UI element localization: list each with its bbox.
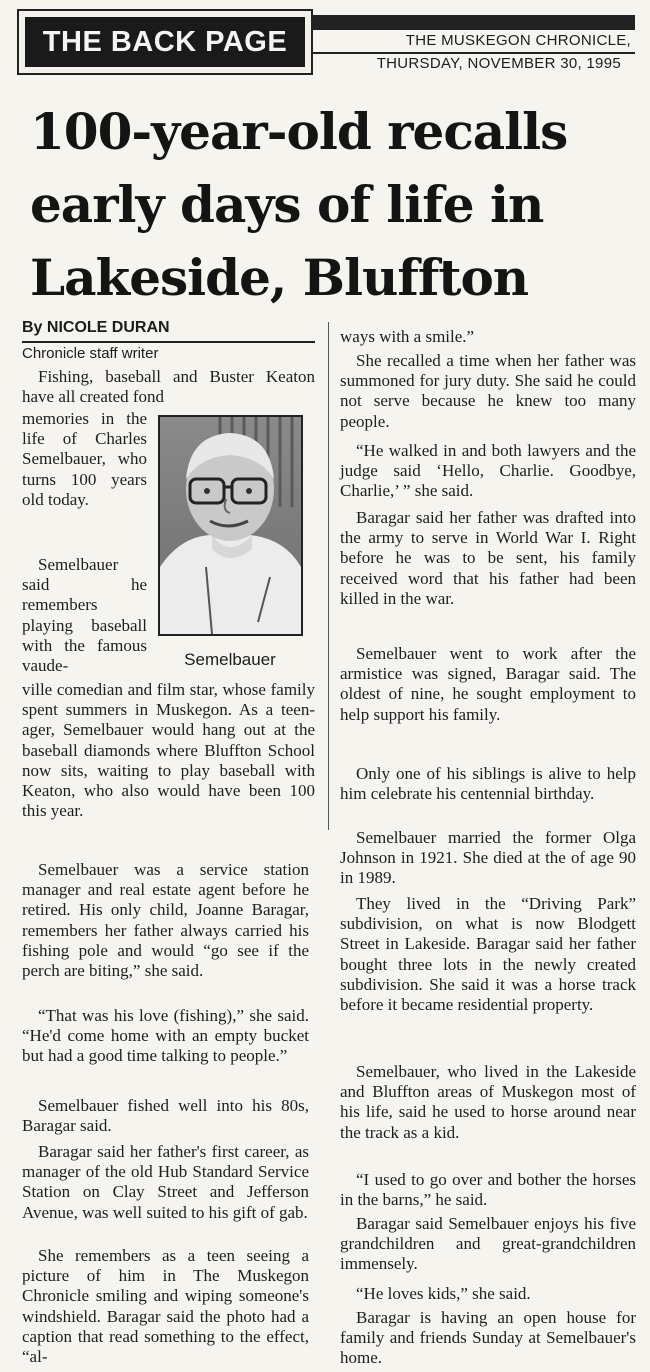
headline-line-2: early days of life in bbox=[30, 175, 544, 234]
headline bbox=[30, 95, 630, 314]
paragraph-r5: Semelbauer went to work after the armistice was signed, Baragar said. The oldest of nine, he sought employment to help support his family. bbox=[340, 644, 636, 724]
section-label-box bbox=[17, 9, 313, 75]
paragraph-r10: “I used to go over and bother the horses in the barns,” he said. bbox=[340, 1170, 636, 1210]
paragraph-1-wrap: memories in the life of Charles Semelbauer, who turns 100 years old today. bbox=[22, 409, 147, 509]
paragraph-r11: Baragar said Semelbauer enjoys his five grandchildren and great-grandchildren immensely. bbox=[340, 1214, 636, 1274]
byline-role: Chronicle staff writer bbox=[22, 345, 159, 362]
paragraph-3: Semelbauer was a service station manager and real estate agent before he retired. His only child, Joanne Baragar, remembers her father always carried his fishing pole and would “go see if the perch are biting,” she said. bbox=[22, 860, 309, 981]
portrait-image bbox=[160, 417, 301, 634]
paragraph-6: Baragar said her father's first career, as manager of the old Hub Standard Service Station on Clay Street and Jefferson Avenue, was well suited to his gift of gab. bbox=[22, 1142, 309, 1222]
headline-line-1: 100-year-old recalls bbox=[30, 102, 568, 161]
paragraph-7: She remembers as a teen seeing a picture of him in The Muskegon Chronicle smiling and wiping someone's windshield. Baragar said the photo had a caption that read something to the effect, “al- bbox=[22, 1246, 309, 1367]
masthead-thin-rule bbox=[313, 52, 635, 54]
masthead-thick-rule bbox=[313, 15, 635, 30]
portrait-photo bbox=[158, 415, 303, 636]
paragraph-r8: They lived in the “Driving Park” subdivision, on what is now Blodgett Street in Lakeside. Baragar said her father bought three lots in the newly created subdivision. She said it was a horse track before it became residential property. bbox=[340, 894, 636, 1015]
paragraph-r12: “He loves kids,” she said. bbox=[356, 1284, 531, 1303]
publication-date: THURSDAY, NOVEMBER 30, 1995 bbox=[376, 55, 621, 72]
paragraph-1-full: Fishing, baseball and Buster Keaton have all created fond bbox=[22, 367, 315, 407]
paragraph-r1: ways with a smile.” bbox=[340, 327, 475, 346]
paragraph-2-full: ville comedian and film star, whose family spent summers in Muskegon. As a teen-ager, Semelbauer would hang out at the baseball diamonds where Bluffton School now sits, waiting to play baseball with Keaton, who also would have been 100 this year. bbox=[22, 680, 315, 821]
paragraph-2-wrap: Semelbauer said he remembers playing baseball with the famous vaude- bbox=[22, 555, 147, 676]
paragraph-5: Semelbauer fished well into his 80s, Baragar said. bbox=[22, 1096, 309, 1136]
paragraph-r13: Baragar is having an open house for family and friends Sunday at Semelbauer's home. bbox=[340, 1308, 636, 1368]
byline-rule bbox=[22, 341, 315, 343]
paragraph-r4: Baragar said her father was drafted into the army to serve in World War I. Right before he was to be sent, his family received word that his father had been killed in the war. bbox=[340, 508, 636, 608]
paragraph-r9: Semelbauer, who lived in the Lakeside and Bluffton areas of Muskegon most of his life, said he used to horse around near the track as a kid. bbox=[340, 1062, 636, 1142]
newspaper-name: THE MUSKEGON CHRONICLE, bbox=[405, 32, 631, 49]
paragraph-r6: Only one of his siblings is alive to help him celebrate his centennial birthday. bbox=[340, 764, 636, 804]
paragraph-4: “That was his love (fishing),” she said. “He'd come home with an empty bucket but had a good time talking to people.” bbox=[22, 1006, 309, 1066]
paragraph-r7: Semelbauer married the former Olga Johnson in 1921. She died at the of age 90 in 1989. bbox=[340, 828, 636, 888]
column-divider bbox=[328, 322, 329, 830]
byline-author: By NICOLE DURAN bbox=[22, 319, 170, 336]
paragraph-r2: She recalled a time when her father was summoned for jury duty. She said he could not serve because he knew too many people. bbox=[340, 351, 636, 431]
section-label: THE BACK PAGE bbox=[25, 17, 305, 67]
headline-line-3: Lakeside, Bluffton bbox=[30, 248, 529, 307]
paragraph-r3: “He walked in and both lawyers and the judge said ‘Hello, Charlie. Goodbye, Charlie,’ ” she said. bbox=[340, 441, 636, 501]
photo-caption: Semelbauer bbox=[184, 650, 276, 669]
